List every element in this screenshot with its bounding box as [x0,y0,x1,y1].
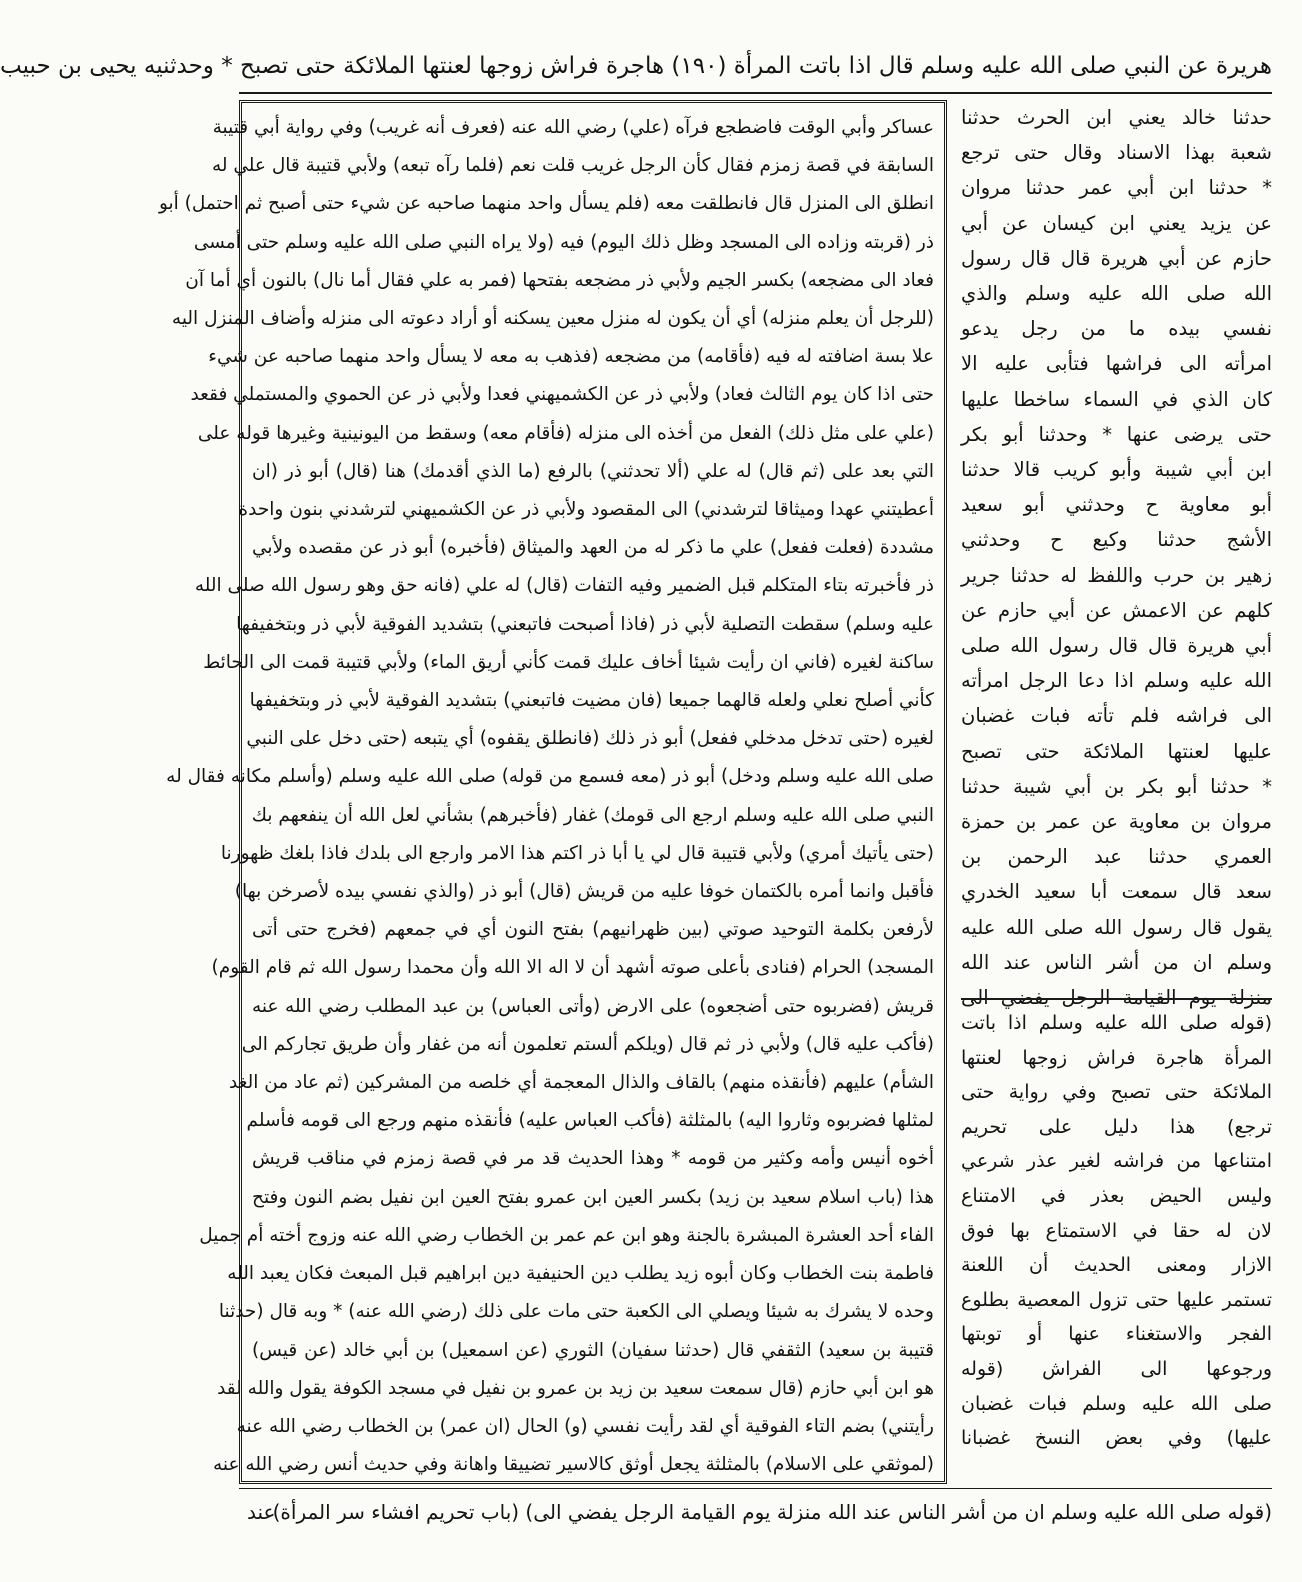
commentary-line: ساكنة لغيره (فاني ان رأيت شيئا أخاف عليك قمت كأني أريق الماء) ولأبي قتيبة قمت الى الحائط [203,651,934,673]
main-text-line: يقول قال رسول الله صلى الله عليه [961,915,1272,939]
commentary-line: صلى الله عليه وسلم ودخل) أبو ذر (معه فسمع من قوله) صلى الله عليه وسلم (وأسلم مكانه فقال له [166,766,934,788]
margin-note-line: عليها) وفي بعض النسخ غضبانا [961,1427,1272,1450]
margin-note-line: لان له حقا في الاستمتاع بها فوق [961,1219,1272,1242]
footer-text: (قوله صلى الله عليه وسلم ان من أشر الناس عند الله منزلة يوم القيامة الرجل يفضي الى) (باب تحريم افشاء سر المرأة) [272,1500,1272,1524]
main-text-line: عن يزيد يعني ابن كيسان عن أبي [961,211,1272,235]
commentary-line: التي بعد على (ثم قال) له علي (ألا تحدثني) بالرفع (ما الذي أقدمك) هنا (قال) أبو ذر (ان [252,460,934,482]
main-text-line: نفسي بيده ما من رجل يدعو [961,317,1272,341]
commentary-line: حتى اذا كان يوم الثالث فعاد) ولأبي ذر عن الكشميهني فعدا ولأبي ذر عن الحموي والمستملي فقعد [190,384,934,406]
commentary-line: عساكر وأبي الوقت فاضطجع فرآه (علي) رضي الله عنه (فعرف أنه غريب) وفي رواية أبي قتيبة [212,117,934,138]
margin-note-line: وليس الحيض بعذر في الامتناع [961,1184,1272,1207]
commentary-line: هو ابن أبي حازم (قال سمعت سعيد بن زيد بن عمرو بن نفيل في مسجد الكوفة يقول والله لقد [217,1377,934,1399]
margin-note-line: ورجوعها الى الفراش (قوله [961,1357,1272,1380]
commentary-line: الشأم) عليهم (فأنقذه منهم) بالقاف والذال المعجمة أي خلصه من المشركين (ثم عاد من الغد [229,1072,934,1094]
margin-notes-column [961,1006,1272,1482]
main-text-line: امرأته الى فراشها فتأبى عليه الا [961,352,1272,376]
commentary-line: لغيره (حتى تدخل مدخلي ففعل) أبو ذر ذلك (فانطلق يقفوه) أي يتبعه (حتى دخل على النبي [246,728,934,750]
commentary-frame [158,100,947,1484]
main-text-line: عليها لعنتها الملائكة حتى تصبح [961,739,1272,763]
footer [239,1492,1272,1532]
main-text-line: الله صلى الله عليه وسلم والذي [961,282,1272,306]
margin-note-line: الملائكة حتى تصبح وفي رواية حتى [961,1081,1272,1104]
catchword: عند [247,1500,276,1524]
commentary-line: أعطيتني عهدا وميثاقا لترشدني) الى المقصود ولأبي ذر عن الكشميهني لترشدني بنون واحدة [238,499,934,521]
commentary-line: ذر (قربته وزاده الى المسجد وظل ذلك اليوم) فيه (ولا يراه النبي صلى الله عليه وسلم حتى أمسى [193,231,934,253]
commentary-line: علا بسة اضافته له فيه (فأقامه) من مضجعه (فذهب به معه لا يسأل واحد منهما صاحبه عن شيء [208,346,934,368]
main-text-line: الى فراشه فلم تأته فبات غضبان [961,704,1272,728]
commentary-line: هذا (باب اسلام سعيد بن زيد) بكسر العين ابن عمرو بفتح العين ابن نفيل بضم النون وفتح [252,1186,934,1208]
margin-note-line: المرأة هاجرة فراش زوجها لعنتها [961,1046,1272,1069]
main-text-line: حدثنا خالد يعني ابن الحرث حدثنا [961,106,1272,129]
commentary-line: كأني أصلح نعلي ولعله قالهما جميعا (فان مضيت فاتبعني) بتشديد الفوقية لأبي ذر وبتخفيفها [249,690,934,712]
margin-divider [961,998,1272,1000]
commentary-line: وحده لا يشرك به شيئا ويصلي الى الكعبة حتى مات على ذلك (رضي الله عنه) * وبه قال (حدثنا [218,1301,934,1323]
commentary-line: الفاء أحد العشرة المبشرة بالجنة وهو ابن عم عمر بن الخطاب رضي الله عنه وزوج أخته أم جميل [199,1224,934,1246]
margin-note-line: تستمر عليها حتى تزول المعصية بطلوع [961,1288,1272,1311]
commentary-line: (علي على مثل ذلك) الفعل من أخذه الى منزله (فأقام معه) وسقط من اليونينية وغيرها قوله على [197,422,934,444]
commentary-line: فأقبل وانما أمره بالكتمان خوفا عليه من قريش (قال) أبو ذر (والذي نفسي بيده لأصرخن بها) [234,881,934,903]
margin-note-line: صلى الله عليه وسلم فبات غضبان [961,1392,1272,1415]
main-text-line: كلهم عن الاعمش عن أبي حازم عن [961,598,1272,622]
commentary-line: قتيبة بن سعيد) الثقفي قال (حدثنا سفيان) الثوري (عن اسمعيل) بن أبي خالد (عن قيس) [252,1339,934,1361]
main-text-line: زهير بن حرب واللفظ له حدثنا جرير [961,563,1272,587]
main-text-line: أبو معاوية ح وحدثني أبو سعيد [961,493,1272,517]
commentary-line: فعاد الى مضجعه) بكسر الجيم ولأبي ذر مضجعه بفتحها (فمر به علي فقال أما نال) بالنون أي أما آن [185,269,934,291]
margin-note-line: ترجع) هذا دليل على تحريم [961,1115,1272,1138]
main-text-line: مروان بن معاوية عن عمر بن حمزة [961,810,1272,834]
footer-rule [239,1488,1272,1489]
commentary-line: (حتى يأتيك أمري) ولأبي قتيبة قال لي يا أبا ذر اكتم هذا الامر وارجع الى بلدك فاذا بلغك ظهورنا [220,842,934,864]
commentary-line: السابقة في قصة زمزم فقال كأن الرجل غريب قلت نعم (فلما رآه تبعه) ولأبي قتيبة قال علي له [211,155,934,177]
commentary-line: عليه وسلم) سقطت التصلية لأبي ذر (فاذا أصبحت فاتبعني) بتشديد الفوقية لأبي ذر وبتخفيفها [236,613,934,635]
main-text-line: ابن أبي شيبة وأبو كريب قالا حدثنا [961,458,1272,482]
margin-note-line: الفجر والاستغناء عنها أو توبتها [961,1323,1272,1346]
margin-note-line: الازار ومعنى الحديث أن اللعنة [961,1254,1272,1277]
main-text-line: * حدثنا ابن أبي عمر حدثنا مروان [961,176,1272,200]
header-rule [239,92,1272,94]
main-text-line: منزلة يوم القيامة الرجل يفضي الى [961,986,1272,1010]
main-text-line: شعبة بهذا الاسناد وقال حتى ترجع [961,141,1272,165]
commentary-line: المسجد) الحرام (فنادى بأعلى صوته أشهد أن لا اله الا الله وأن محمدا رسول الله ثم قام القوم) [211,957,934,979]
commentary-line: رأيتني) بضم التاء الفوقية أي لقد رأيت نفسي (و) الحال (ان عمر) بن الخطاب رضي الله عنه [236,1415,934,1437]
main-text-line: سعد قال سمعت أبا سعيد الخدري [961,880,1272,904]
commentary-line: مشددة (فعلت ففعل) علي ما ذكر له من العهد والميثاق (فأخبره) أبو ذر عن مقصده ولأبي [252,537,934,559]
commentary-line: ذر فأخبرته بتاء المتكلم قبل الضمير وفيه التفات (قال) له علي (فانه حق وهو رسول الله صلى الله [194,575,934,597]
main-text-line: الأشج حدثنا وكيع ح وحدثني [961,528,1272,552]
margin-note-line: (قوله صلى الله عليه وسلم اذا باتت [961,1012,1272,1034]
main-text-line: حتى يرضى عنها * وحدثنا أبو بكر [961,422,1272,446]
main-text-line: * حدثنا أبو بكر بن أبي شيبة حدثنا [961,774,1272,798]
commentary-line: قريش (فضربوه حتى أضجعوه) على الارض (وأتى العباس) بن عبد المطلب رضي الله عنه [252,995,934,1017]
main-text-line: وسلم ان من أشر الناس عند الله [961,950,1272,974]
running-header: هريرة عن النبي صلى الله عليه وسلم قال اذا باتت المرأة (١٩٠) هاجرة فراش زوجها لعنتها الملائكة حتى تصبح * وحدثنيه يحيى بن حبيب [0,53,1272,79]
main-text-line: كان الذي في السماء ساخطا عليها [961,387,1272,411]
commentary-line: أخوه أنيس وأمه وكثير من قومه * وهذا الحديث قد مر في قصة زمزم في مناقب قريش [252,1148,934,1170]
main-text-column [961,100,1272,1010]
commentary-line: فاطمة بنت الخطاب وكان أبوه زيد يطلب دين الحنيفية دين ابراهيم قبل المبعث فكان يعبد الله [227,1263,934,1285]
commentary-line: لمثلها فضربوه وثاروا اليه) بالمثلثة (فأكب العباس عليه) فأنقذه منهم ورجع الى قومه فأسلم [246,1110,934,1132]
commentary-line: (لموثقي على الاسلام) بالمثلثة يجعل أوثق كالاسير تضييقا واهانة وفي حديث أنس رضي الله عنه [213,1454,934,1476]
main-text-line: أبي هريرة قال قال رسول الله صلى [961,634,1272,658]
main-text-line: العمري حدثنا عبد الرحمن بن [961,845,1272,869]
commentary-line: النبي صلى الله عليه وسلم ارجع الى قومك) غفار (فأخبرهم) بشأني لعل الله أن ينفعهم بك [251,804,934,826]
commentary-line: لأرفعن بكلمة التوحيد صوتي (بين ظهرانيهم) بفتح النون أي في جمعهم (فخرج حتى أتى [252,919,934,941]
main-text-line: حازم عن أبي هريرة قال قال رسول [961,246,1272,270]
margin-note-line: امتناعها من فراشه لغير عذر شرعي [961,1150,1272,1173]
main-text-line: الله عليه وسلم اذا دعا الرجل امرأته [961,669,1272,693]
commentary-line: (فأكب عليه قال) ولأبي ذر ثم قال (ويلكم ألستم تعلمون أنه من غفار وأن طريق تجاركم الى [241,1033,934,1055]
commentary-line: (للرجل أن يعلم منزله) أي أن يكون له منزل معين يسكنه أو أراد دعوته الى منزله وأضاف المنزل اليه [171,308,934,330]
commentary-line: انطلق الى المنزل قال فانطلقت معه (فلم يسأل واحد منهما صاحبه عن شيء حتى أصبح ثم احتمل) أبو [158,193,934,215]
